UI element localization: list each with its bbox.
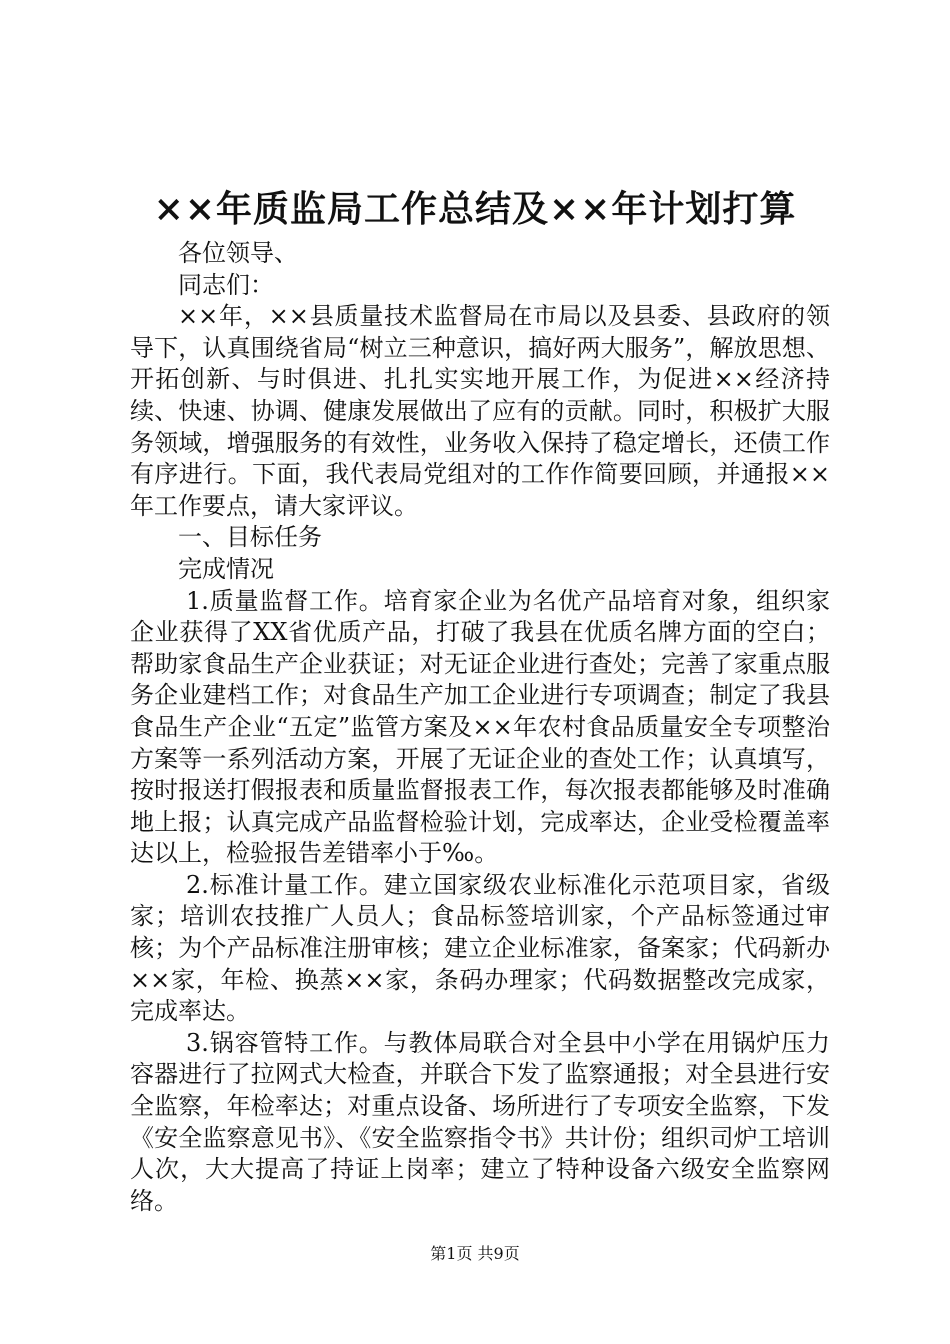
- item-paragraph-1: 1.质量监督工作。培育家企业为名优产品培育对象，组织家企业获得了XX省优质产品，打破了我县在优质名牌方面的空白；帮助家食品生产企业获证；对无证企业进行查处；完善了家重点服务企业建档工作；对食品生产加工企业进行专项调查；制定了我县食品生产企业“五定”监管方案及××年农村食品质量安全专项整治方案等一系列活动方案，开展了无证企业的查处工作；认真填写，按时报送打假报表和质量监督报表工作，每次报表都能够及时准确地上报；认真完成产品监督检验计划，完成率达，企业受检覆盖率达以上，检验报告差错率小于‰。: [130, 586, 830, 868]
- item-paragraph-2: 2.标准计量工作。建立国家级农业标准化示范项目家，省级家；培训农技推广人员人；食品标签培训家，个产品标签通过审核；为个产品标准注册审核；建立企业标准家，备案家；代码新办××家，年检、换蒸××家，条码办理家；代码数据整改完成家，完成率达。: [130, 870, 830, 1026]
- salutation-line-2: 同志们：: [178, 270, 274, 299]
- document-title: ××年质监局工作总结及××年计划打算: [153, 188, 797, 230]
- page-number: 第1页 共9页: [430, 1244, 520, 1263]
- item-paragraph-3: 3.锅容管特工作。与教体局联合对全县中小学在用锅炉压力容器进行了拉网式大检查，并联合下发了监察通报；对全县进行安全监察，年检率达；对重点设备、场所进行了专项安全监察，下发《安全监察意见书》、《安全监察指令书》共计份；组织司炉工培训人次，大大提高了持证上岗率；建立了特种设备六级安全监察网络。: [130, 1028, 830, 1215]
- subsection-heading-1: 完成情况: [178, 554, 274, 583]
- section-heading-1: 一、目标任务: [178, 523, 322, 552]
- document-body: [130, 238, 830, 1217]
- salutation-line-1: 各位领导、: [178, 239, 298, 267]
- intro-paragraph: ××年，××县质量技术监督局在市局以及县委、县政府的领导下，认真围绕省局“树立三种意识，搞好两大服务”，解放思想、开拓创新、与时俱进、扎扎实实地开展工作，为促进××经济持续、快速、协调、健康发展做出了应有的贡献。同时，积极扩大服务领域，增强服务的有效性，业务收入保持了稳定增长，还债工作有序进行。下面，我代表局党组对的工作作简要回顾，并通报××年工作要点，请大家评议。: [130, 302, 830, 520]
